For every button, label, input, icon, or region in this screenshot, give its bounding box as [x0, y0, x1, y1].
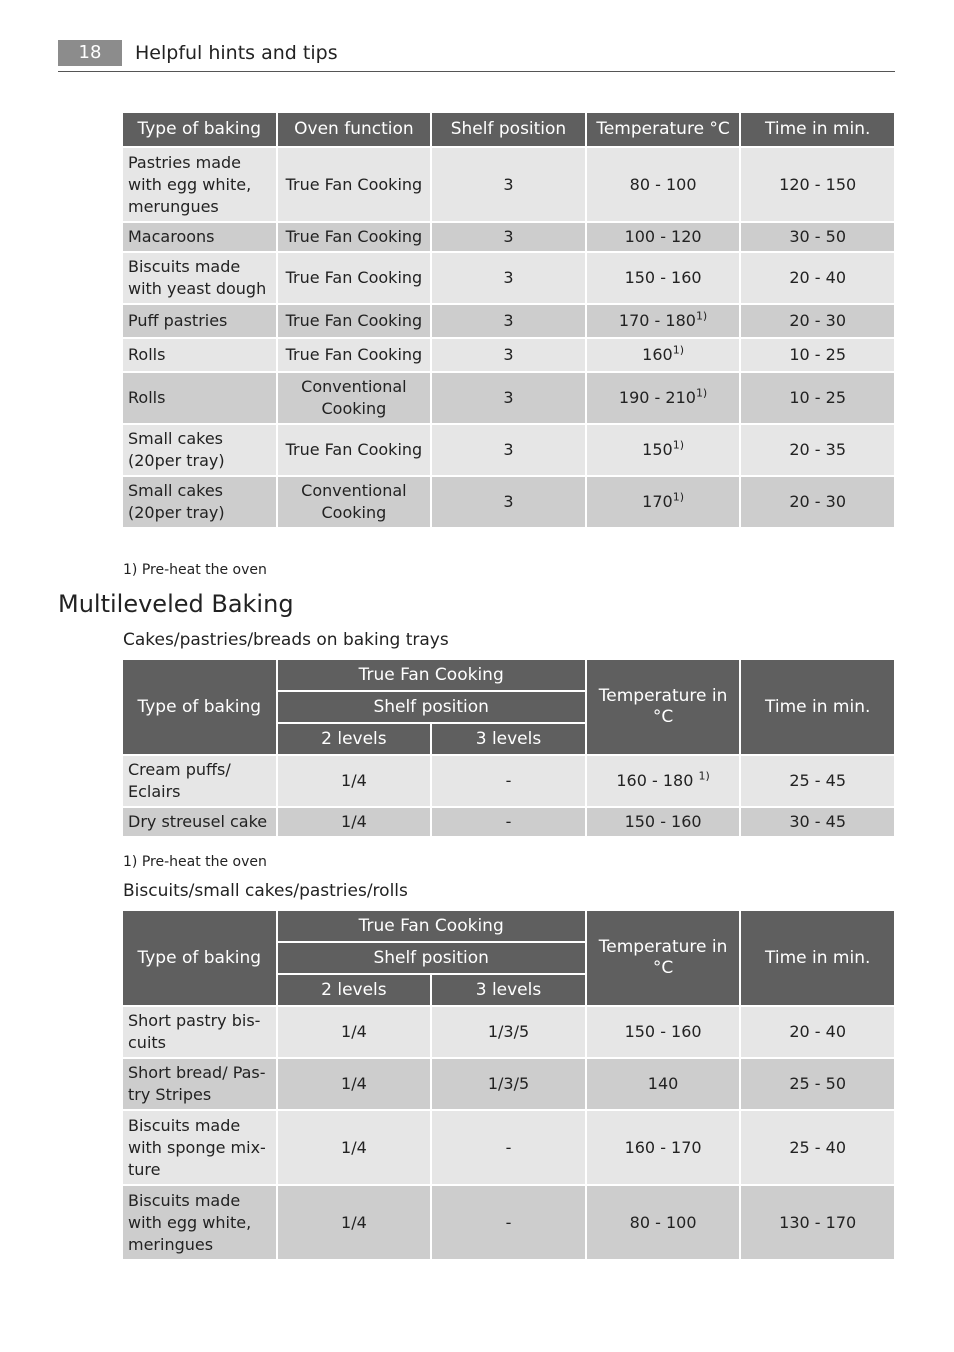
temperature-value: 170 - 180	[618, 311, 696, 330]
cell-temperature	[587, 425, 740, 475]
table-row	[123, 148, 894, 221]
cell-temperature	[587, 223, 740, 251]
col-header-type: Type of baking	[123, 660, 276, 754]
cell-shelf-position: 3	[432, 305, 585, 337]
cell-type: Small cakes (20per tray)	[123, 425, 276, 475]
cell-2-levels: 1/4	[278, 1059, 431, 1109]
table-header-row	[123, 113, 894, 146]
cell-shelf-position: 3	[432, 223, 585, 251]
cell-temperature	[587, 253, 740, 303]
baking-table-trays	[121, 658, 896, 838]
temperature-value: 160 - 180	[616, 771, 699, 790]
table-row	[123, 1111, 894, 1184]
col-header-shelf: Shelf position	[432, 113, 585, 146]
baking-table-single-level	[121, 111, 896, 529]
cell-temperature	[587, 1059, 740, 1109]
table-row	[123, 425, 894, 475]
col-header-type: Type of baking	[123, 113, 276, 146]
cell-time: 120 - 150	[741, 148, 894, 221]
cell-time: 20 - 40	[741, 253, 894, 303]
cell-type: Short pastry bis- cuits	[123, 1007, 276, 1057]
table-caption: Biscuits/small cakes/pastries/rolls	[123, 881, 408, 901]
cell-temperature	[587, 477, 740, 527]
cell-temperature	[587, 1186, 740, 1259]
cell-type: Rolls	[123, 339, 276, 371]
cell-temperature	[587, 1111, 740, 1184]
col-header-group: True Fan Cooking	[278, 660, 585, 690]
table-row	[123, 305, 894, 337]
cell-type: Small cakes (20per tray)	[123, 477, 276, 527]
cell-time: 10 - 25	[741, 373, 894, 423]
cell-shelf-position: 3	[432, 339, 585, 371]
col-header-temperature: Temperature in °C	[587, 660, 740, 754]
temperature-value: 150 - 160	[624, 268, 702, 287]
col-header-time: Time in min.	[741, 113, 894, 146]
footnote-marker: 1)	[672, 343, 684, 357]
footnote-marker: 1)	[698, 769, 710, 783]
cell-3-levels: 1/3/5	[432, 1059, 585, 1109]
cell-temperature	[587, 148, 740, 221]
table-row	[123, 1186, 894, 1259]
cell-time: 10 - 25	[741, 339, 894, 371]
cell-oven-function: True Fan Cooking	[278, 223, 431, 251]
cell-type: Dry streusel cake	[123, 808, 276, 836]
cell-2-levels: 1/4	[278, 1007, 431, 1057]
temperature-value: 140	[647, 1074, 679, 1093]
col-header-type: Type of baking	[123, 911, 276, 1005]
temperature-value: 160	[642, 345, 673, 364]
cell-shelf-position: 3	[432, 425, 585, 475]
cell-3-levels: -	[432, 1111, 585, 1184]
temperature-value: 190 - 210	[618, 388, 696, 407]
footnote: 1) Pre-heat the oven	[123, 562, 267, 578]
cell-temperature	[587, 373, 740, 423]
cell-shelf-position: 3	[432, 373, 585, 423]
page-heading: Helpful hints and tips	[135, 42, 338, 64]
cell-oven-function: True Fan Cooking	[278, 148, 431, 221]
cell-shelf-position: 3	[432, 477, 585, 527]
cell-oven-function: True Fan Cooking	[278, 339, 431, 371]
cell-2-levels: 1/4	[278, 1186, 431, 1259]
col-header-temperature: Temperature in °C	[587, 911, 740, 1005]
col-header-3-levels: 3 levels	[432, 724, 585, 754]
cell-temperature	[587, 305, 740, 337]
col-header-shelf: Shelf position	[278, 943, 585, 973]
cell-temperature	[587, 808, 740, 836]
cell-type: Macaroons	[123, 223, 276, 251]
cell-3-levels: -	[432, 1186, 585, 1259]
cell-type: Puff pastries	[123, 305, 276, 337]
page-number: 18	[58, 40, 122, 66]
footnote-marker: 1)	[695, 386, 708, 400]
cell-2-levels: 1/4	[278, 808, 431, 836]
cell-3-levels: -	[432, 756, 585, 806]
table-row	[123, 756, 894, 806]
cell-time: 25 - 50	[741, 1059, 894, 1109]
cell-oven-function: True Fan Cooking	[278, 253, 431, 303]
col-header-function: Oven function	[278, 113, 431, 146]
page-header	[58, 40, 895, 72]
section-title: Multileveled Baking	[58, 590, 294, 618]
col-header-3-levels: 3 levels	[432, 975, 585, 1005]
cell-oven-function: True Fan Cooking	[278, 305, 431, 337]
cell-oven-function: Conventional Cooking	[278, 373, 431, 423]
cell-time: 30 - 50	[741, 223, 894, 251]
cell-2-levels: 1/4	[278, 1111, 431, 1184]
cell-type: Rolls	[123, 373, 276, 423]
table-row	[123, 339, 894, 371]
temperature-value: 100 - 120	[624, 227, 702, 246]
col-header-2-levels: 2 levels	[278, 724, 431, 754]
col-header-time: Time in min.	[741, 660, 894, 754]
table-row	[123, 373, 894, 423]
cell-time: 30 - 45	[741, 808, 894, 836]
cell-type: Biscuits made with sponge mix- ture	[123, 1111, 276, 1184]
temperature-value: 150 - 160	[624, 812, 702, 831]
cell-type: Cream puffs/ Eclairs	[123, 756, 276, 806]
cell-time: 20 - 30	[741, 477, 894, 527]
temperature-value: 150 - 160	[624, 1022, 702, 1041]
cell-type: Pastries made with egg white, merungues	[123, 148, 276, 221]
cell-temperature	[587, 1007, 740, 1057]
cell-time: 25 - 45	[741, 756, 894, 806]
table-row	[123, 1007, 894, 1057]
cell-temperature	[587, 339, 740, 371]
cell-type: Biscuits made with egg white, meringues	[123, 1186, 276, 1259]
table-header-row	[123, 911, 894, 941]
table-row	[123, 253, 894, 303]
temperature-value: 150	[642, 440, 673, 459]
col-header-group: True Fan Cooking	[278, 911, 585, 941]
temperature-value: 80 - 100	[629, 1212, 697, 1232]
col-header-2-levels: 2 levels	[278, 975, 431, 1005]
cell-time: 130 - 170	[741, 1186, 894, 1259]
col-header-time: Time in min.	[741, 911, 894, 1005]
cell-time: 25 - 40	[741, 1111, 894, 1184]
table-row	[123, 1059, 894, 1109]
table-caption: Cakes/pastries/breads on baking trays	[123, 630, 449, 650]
footnote-marker: 1)	[695, 309, 708, 323]
col-header-temperature: Temperature °C	[587, 113, 740, 146]
cell-temperature	[587, 756, 740, 806]
table-row	[123, 223, 894, 251]
cell-2-levels: 1/4	[278, 756, 431, 806]
baking-table-small-cakes	[121, 909, 896, 1261]
cell-shelf-position: 3	[432, 148, 585, 221]
cell-time: 20 - 35	[741, 425, 894, 475]
cell-3-levels: -	[432, 808, 585, 836]
cell-shelf-position: 3	[432, 253, 585, 303]
cell-time: 20 - 30	[741, 305, 894, 337]
cell-oven-function: Conventional Cooking	[278, 477, 431, 527]
col-header-shelf: Shelf position	[278, 692, 585, 722]
table-row	[123, 808, 894, 836]
cell-oven-function: True Fan Cooking	[278, 425, 431, 475]
temperature-value: 160 - 170	[624, 1137, 702, 1157]
cell-type: Biscuits made with yeast dough	[123, 253, 276, 303]
footnote: 1) Pre-heat the oven	[123, 854, 267, 870]
table-header-row	[123, 660, 894, 690]
cell-type: Short bread/ Pas- try Stripes	[123, 1059, 276, 1109]
temperature-value: 170	[642, 492, 673, 511]
footnote-marker: 1)	[672, 438, 684, 452]
temperature-value: 80 - 100	[629, 174, 697, 194]
footnote-marker: 1)	[672, 490, 684, 504]
cell-3-levels: 1/3/5	[432, 1007, 585, 1057]
table-row	[123, 477, 894, 527]
cell-time: 20 - 40	[741, 1007, 894, 1057]
